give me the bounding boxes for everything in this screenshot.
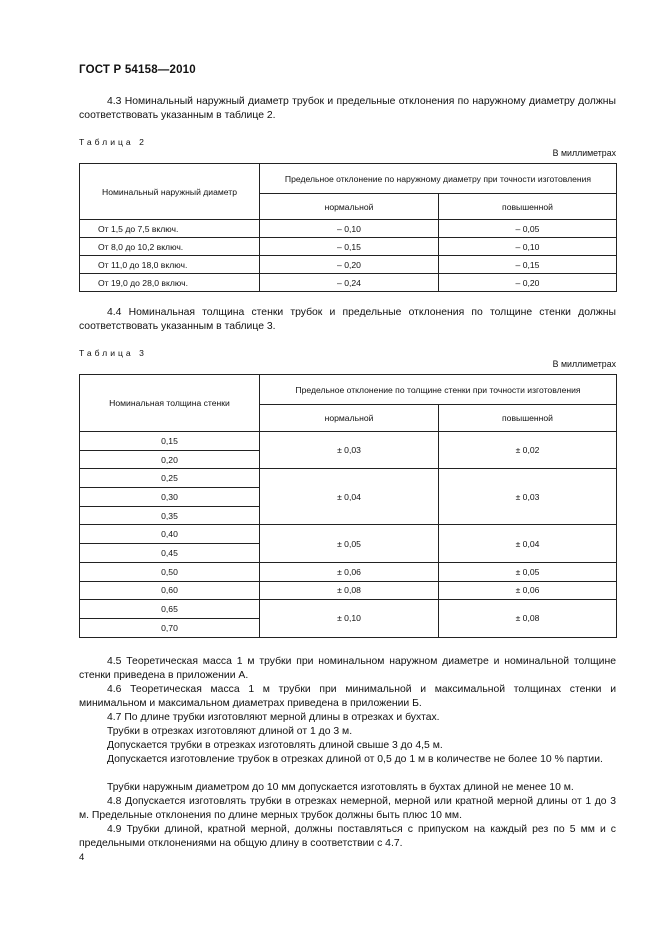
table3-cell-thickness: 0,35 <box>80 506 260 525</box>
table3-caption: Таблица 3 <box>79 348 147 358</box>
table-row <box>80 600 617 619</box>
table3-header-group: Предельное отклонение по толщине стенки при точности изготовления <box>260 375 617 405</box>
paragraph-4-7-segments: Трубки в отрезках изготовляют длиной от 1 до 3 м. <box>107 726 353 737</box>
paragraph-4-6: 4.6 Теоретическая масса 1 м трубки при минимальной и максимальной толщинах стенки и минимальном и максимальном диаметрах приведена в приложении Б. <box>79 684 616 710</box>
table3-cell-thickness: 0,15 <box>80 432 260 451</box>
table3-cell-thickness: 0,30 <box>80 488 260 507</box>
table2-units: В миллиметрах <box>552 148 616 158</box>
table3-cell-high: ± 0,05 <box>439 562 617 581</box>
table2-cell-high: – 0,10 <box>439 238 617 256</box>
table2-cell-normal: – 0,20 <box>260 256 439 274</box>
table-row <box>80 432 617 451</box>
paragraph-4-7-extended: Допускается трубки в отрезках изготовлять длиной свыше 3 до 4,5 м. <box>107 740 443 751</box>
table-row <box>80 238 617 256</box>
page-number: 4 <box>79 852 85 863</box>
table3-cell-high: ± 0,06 <box>439 581 617 600</box>
table2-cell-high: – 0,15 <box>439 256 617 274</box>
table2-cell-diameter: От 1,5 до 7,5 включ. <box>80 220 260 238</box>
table-row <box>80 581 617 600</box>
table2-header-group: Предельное отклонение по наружному диаметру при точности изготовления <box>260 164 617 194</box>
table3-cell-high: ± 0,02 <box>439 432 617 469</box>
table-2 <box>79 163 617 292</box>
table3-cell-normal: ± 0,05 <box>260 525 439 562</box>
table2-cell-diameter: От 19,0 до 28,0 включ. <box>80 274 260 292</box>
table3-cell-thickness: 0,60 <box>80 581 260 600</box>
paragraph-4-5: 4.5 Теоретическая масса 1 м трубки при номинальном наружном диаметре и номинальной толщине стенки приведена в приложении А. <box>79 656 616 682</box>
table3-cell-normal: ± 0,10 <box>260 600 439 637</box>
table-row <box>80 525 617 544</box>
table2-cell-high: – 0,20 <box>439 274 617 292</box>
paragraph-4-7: 4.7 По длине трубки изготовляют мерной длины в отрезках и бухтах. <box>107 712 440 723</box>
paragraph-4-9: 4.9 Трубки длиной, кратной мерной, должны поставляться с припуском на каждый рез по 5 мм и с предельными отклонениями на общую длину в соответствии с 4.7. <box>79 824 616 850</box>
table2-header-diameter: Номинальный наружный диаметр <box>80 164 260 220</box>
table3-cell-normal: ± 0,03 <box>260 432 439 469</box>
table3-units: В миллиметрах <box>552 359 616 369</box>
table-3 <box>79 374 617 638</box>
document-header: ГОСТ Р 54158—2010 <box>79 64 196 76</box>
table3-cell-thickness: 0,45 <box>80 544 260 563</box>
table2-cell-normal: – 0,15 <box>260 238 439 256</box>
table2-cell-normal: – 0,24 <box>260 274 439 292</box>
table-row <box>80 274 617 292</box>
table2-header-normal: нормальной <box>260 194 439 220</box>
table-row <box>80 562 617 581</box>
table3-cell-high: ± 0,08 <box>439 600 617 637</box>
table3-cell-thickness: 0,25 <box>80 469 260 488</box>
paragraph-4-4: 4.4 Номинальная толщина стенки трубок и предельные отклонения по толщине стенки должны соответствовать указанным в таблице 3. <box>79 307 616 333</box>
table3-cell-normal: ± 0,08 <box>260 581 439 600</box>
table2-header-high: повышенной <box>439 194 617 220</box>
table2-cell-normal: – 0,10 <box>260 220 439 238</box>
table3-cell-thickness: 0,70 <box>80 618 260 637</box>
table2-cell-high: – 0,05 <box>439 220 617 238</box>
table3-cell-thickness: 0,50 <box>80 562 260 581</box>
table3-cell-high: ± 0,03 <box>439 469 617 525</box>
paragraph-4-8: 4.8 Допускается изготовлять трубки в отрезках немерной, мерной или кратной мерной длины от 1 до 3 м. Предельные отклонения по длине мерных трубок должны быть плюс 10 мм. <box>79 796 616 822</box>
table2-cell-diameter: От 11,0 до 18,0 включ. <box>80 256 260 274</box>
table3-cell-thickness: 0,65 <box>80 600 260 619</box>
table2-caption: Таблица 2 <box>79 137 147 147</box>
paragraph-4-3: 4.3 Номинальный наружный диаметр трубок и предельные отклонения по наружному диаметру должны соответствовать указанным в таблице 2. <box>79 96 616 122</box>
table2-cell-diameter: От 8,0 до 10,2 включ. <box>80 238 260 256</box>
table-row <box>80 256 617 274</box>
paragraph-4-7-short: Допускается изготовление трубок в отрезках длиной от 0,5 до 1 м в количестве не более 10 % партии. <box>107 754 603 765</box>
table3-cell-high: ± 0,04 <box>439 525 617 562</box>
table-row <box>80 469 617 488</box>
table3-header-thickness: Номинальная толщина стенки <box>80 375 260 432</box>
table3-cell-normal: ± 0,04 <box>260 469 439 525</box>
table-row <box>80 220 617 238</box>
table3-cell-thickness: 0,40 <box>80 525 260 544</box>
table3-header-normal: нормальной <box>260 405 439 432</box>
table3-cell-normal: ± 0,06 <box>260 562 439 581</box>
table3-cell-thickness: 0,20 <box>80 450 260 469</box>
paragraph-4-7-coils: Трубки наружным диаметром до 10 мм допускается изготовлять в бухтах длиной не менее 10 м. <box>107 782 574 793</box>
table3-header-high: повышенной <box>439 405 617 432</box>
